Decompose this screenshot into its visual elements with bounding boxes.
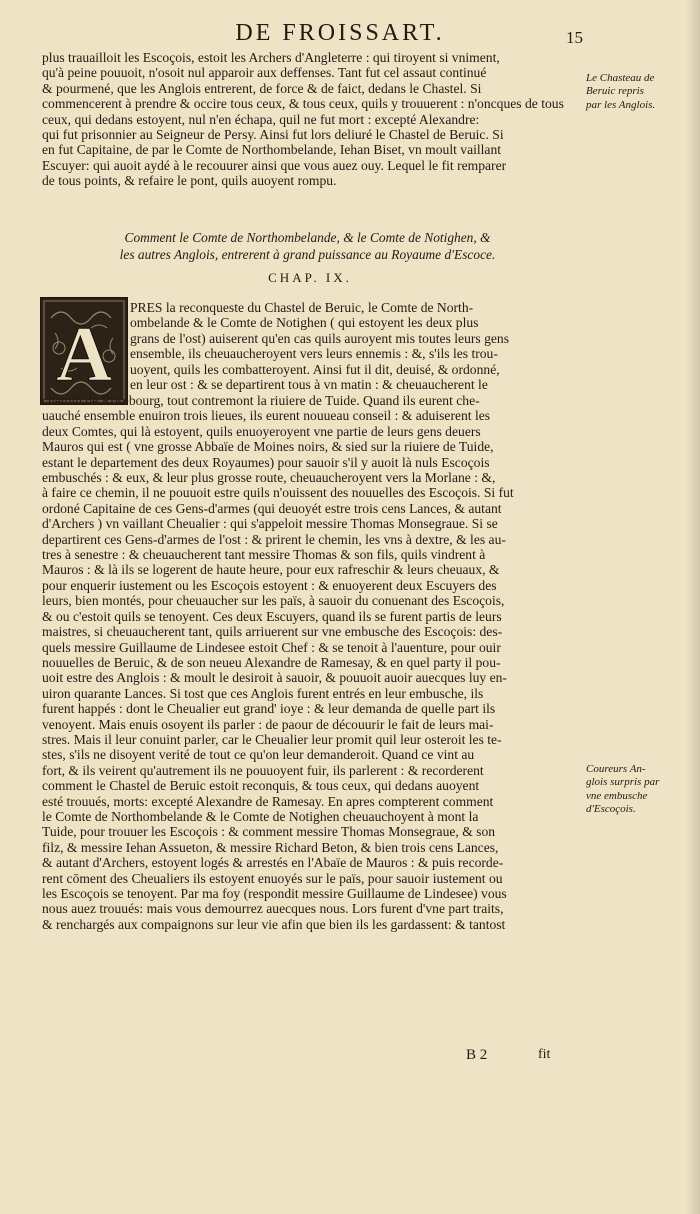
text-line: ensemble, ils cheuaucheroyent vers leurs ennemis : &, s'ils les trou- — [130, 346, 498, 362]
margin-note-line: vne embusche — [586, 789, 648, 802]
drop-cap-letter: A — [55, 310, 113, 397]
margin-note-scouts-ambushed — [586, 763, 694, 817]
signature-mark: B 2 — [466, 1047, 488, 1063]
text-line: PRES la reconqueste du Chastel de Beruic, le Comte de North- — [130, 300, 474, 315]
chapter-label: CHAP. IX. — [268, 270, 352, 285]
text-line: ombelande & le Comte de Notighen ( qui estoyent les deux plus — [130, 315, 479, 331]
text-line: & autant d'Archers, estoyent logés & arrestés en l'Abaïe de Mauros : & puis recorde- — [42, 855, 504, 871]
page-edge-shadow — [686, 0, 700, 1214]
page-number: 15 — [566, 28, 583, 47]
chapter-heading — [60, 230, 555, 263]
margin-note-castle-retaken — [586, 72, 694, 112]
text-line: comment le Chastel de Beruic estoit reconquis, & tous ceux, qui dedans auoyent — [42, 778, 480, 794]
text-line: uauché ensemble enuiron trois lieues, ils eurent nouueau conseil : & aduiserent les — [42, 408, 491, 424]
text-line: de tous points, & refaire le pont, quils auoyent rompu. — [42, 173, 337, 189]
margin-note-line: par les Anglois. — [586, 98, 656, 111]
drop-cap-ornament — [40, 297, 128, 405]
text-line: deux Comtes, qui là estoyent, quils enuoyeroyent vne partie de leurs gens deuers — [42, 423, 481, 439]
text-line: Mauros qui est ( vne grosse Abbaïe de Moines noirs, & sied sur la riuiere de Tuide, — [42, 439, 494, 455]
text-line: commencerent à prendre & occire tous ceux, & tous ceux, quils y trouuerent : n'oncques de tous — [42, 96, 564, 112]
text-line: Tuide, pour trouuer les Escoçois : & comment messire Thomas Monsegraue, & son — [42, 824, 496, 840]
text-line: Escuyer: qui auoit aydé à le recouurer ainsi que vous auez ouy. Lequel le fit remparer — [42, 157, 507, 173]
text-line: & ou c'estoit quils se tenoyent. Ces deux Escuyers, quand ils se furent partis de leurs — [42, 608, 502, 624]
text-line: estant le departement des deux Royaumes) pour sauoir s'il y auoit là nuls Escoçois — [42, 454, 490, 470]
text-line: d'Archers ) vn vaillant Cheualier : qui s'appeloit messire Thomas Monsegraue. Si se — [42, 516, 498, 532]
text-line: esté trouués, morts: excepté Alexandre de Ramesay. En apres compterent comment — [42, 793, 494, 809]
text-line: chemin de Rosebourg, tout contremont la riuiere de Tuide. Quand ils eurent che- — [42, 393, 480, 408]
running-head: DE FROISSART. — [235, 20, 445, 46]
text-line: fort, & ils veirent qu'autrement ils ne pouuoyent fuir, ils parlerent : & recorderent — [42, 762, 484, 778]
text-line: pour enquerir iustement ou les Escoçois estoyent : & enuoyerent deux Escuyers des — [42, 577, 497, 593]
margin-note-line: d'Escoçois. — [586, 803, 636, 816]
text-line: departirent ces Gens-d'armes de l'ost : & prirent le chemin, les vns à dextre, & les au- — [42, 531, 506, 547]
text-line: rent cōment des Cheualiers ils estoyent enuoyés sur le païs, pour sauoir iustement ou — [42, 870, 503, 886]
text-line: uoyent, quils les combatteroyent. Ainsi fut il dit, deuisé, & ordonné, — [130, 361, 500, 377]
text-line: nouuelles de Beruic, & de son neueu Alexandre de Ramesay, & en quel party il pou- — [42, 654, 501, 670]
text-line: les Escoçois se tenoyent. Par ma foy (respondit messire Guillaume de Lindesee) vous — [42, 886, 507, 901]
text-line: plus trauailloit les Escoçois, estoit les Archers d'Angleterre : qui tiroyent si vniment, — [42, 50, 500, 65]
text-line: embuschés : & eux, & leur plus grosse route, cheuaucheroyent vers la Morlane : &, — [42, 470, 496, 486]
text-line: qui fut prisonnier au Seigneur de Persy. Ainsi fut lors deliuré le Chastel de Beruic. Si — [42, 127, 504, 143]
text-line: quels messire Guillaume de Lindesee estoit Chef : & se tenoit à l'auenture, pour ouir — [42, 639, 501, 655]
margin-note-line: Le Chasteau de — [586, 72, 655, 84]
text-line: uoit estre des Anglois : & moult le desiroit à sauoir, & pouuoit auoir auecques luy en- — [42, 670, 507, 686]
text-line: & renchargés aux compaignons sur leur vie afin que bien ils les gardassent: & tantost — [42, 916, 506, 932]
text-line: qu'à peine pouuoit, n'osoit nul apparoir aux deffenses. Tant fut cel assaut continué — [42, 65, 487, 81]
text-line: le Comte de Northombelande & le Comte de Notighen cheuauchoyent à mont la — [42, 808, 479, 824]
text-line: leurs, bien montés, pour cheuaucher sur les païs, à sauoir du conuenant des Escoçois, — [42, 593, 505, 609]
text-line: stres. Mais il leur conuint parler, car le Cheualier leur promit quil leur osteroit les te- — [42, 731, 502, 747]
text-line: en leur ost : & se departirent tous à vn matin : & cheuaucherent le — [130, 377, 488, 393]
catchword: fit — [538, 1047, 551, 1062]
paragraph-1 — [42, 50, 570, 189]
margin-note-line: Beruic repris — [586, 85, 644, 98]
text-line: filz, & messire Iehan Assueton, & messire Richard Beton, & bien trois cens Lances, — [42, 839, 499, 855]
text-line: maistres, si cheuaucherent tant, quils arriuerent sur vne embusche des Escoçois: des- — [42, 624, 503, 640]
margin-note-line: glois surpris par — [586, 776, 660, 789]
text-line: uiron quarante Lances. Si tost que ces Anglois furent entrés en leur embusche, ils — [42, 685, 484, 701]
text-line: grans de l'ost) auiserent qu'en cas quils auroyent mis toutes leurs gens — [130, 330, 510, 346]
paragraph-2 — [42, 393, 570, 932]
text-line: stes, s'ils ne disoyent verité de tout ce qu'on leur demanderoit. Quand ce vint au — [42, 747, 475, 763]
margin-note-line: Coureurs An- — [586, 763, 646, 775]
chapter-heading-line: les autres Anglois, entrerent à grand puissance au Royaume d'Escoce. — [119, 246, 496, 262]
text-line: ceux, qui dedans estoyent, nul n'en échapa, quil ne fut mort : excepté Alexandre: — [42, 111, 480, 127]
chapter-heading-line: Comment le Comte de Northombelande, & le Comte de Notighen, & — [124, 230, 491, 245]
text-line: & pourmené, que les Anglois entrerent, de force & de faict, dedans le Chastel. Si — [42, 80, 482, 96]
text-line: Mauros : & là ils se logerent de haute heure, pour eux rafreschir & leurs cheuaux, & — [42, 562, 500, 578]
text-line: ordoné Capitaine de ces Gens-d'armes (qui deuoyét estre trois cens Lances, & autant — [42, 500, 502, 516]
text-line: nous auez trouués: mais vous demourrez auecques nous. Lors furent d'vne part traits, — [42, 901, 504, 917]
paragraph-2-opening — [130, 300, 570, 392]
text-line: en fut Capitaine, de par le Comte de Northombelande, Iehan Biset, vn moult vaillant — [42, 142, 502, 158]
text-line: venoyent. Mais enuis osoyent ils parler : de paour de découurir le fait de leurs mai- — [42, 716, 494, 732]
text-line: tres à senestre : & cheuaucherent tant messire Thomas & son fils, quils vindrent à — [42, 547, 486, 563]
text-line: à faire ce chemin, il ne pouuoit estre quils n'ouissent des nouuelles des Escoçois. Si fut — [42, 485, 514, 501]
text-line: furent happés : dont le Cheualier eut grand' ioye : & leur demanda de quelle part ils — [42, 701, 496, 717]
